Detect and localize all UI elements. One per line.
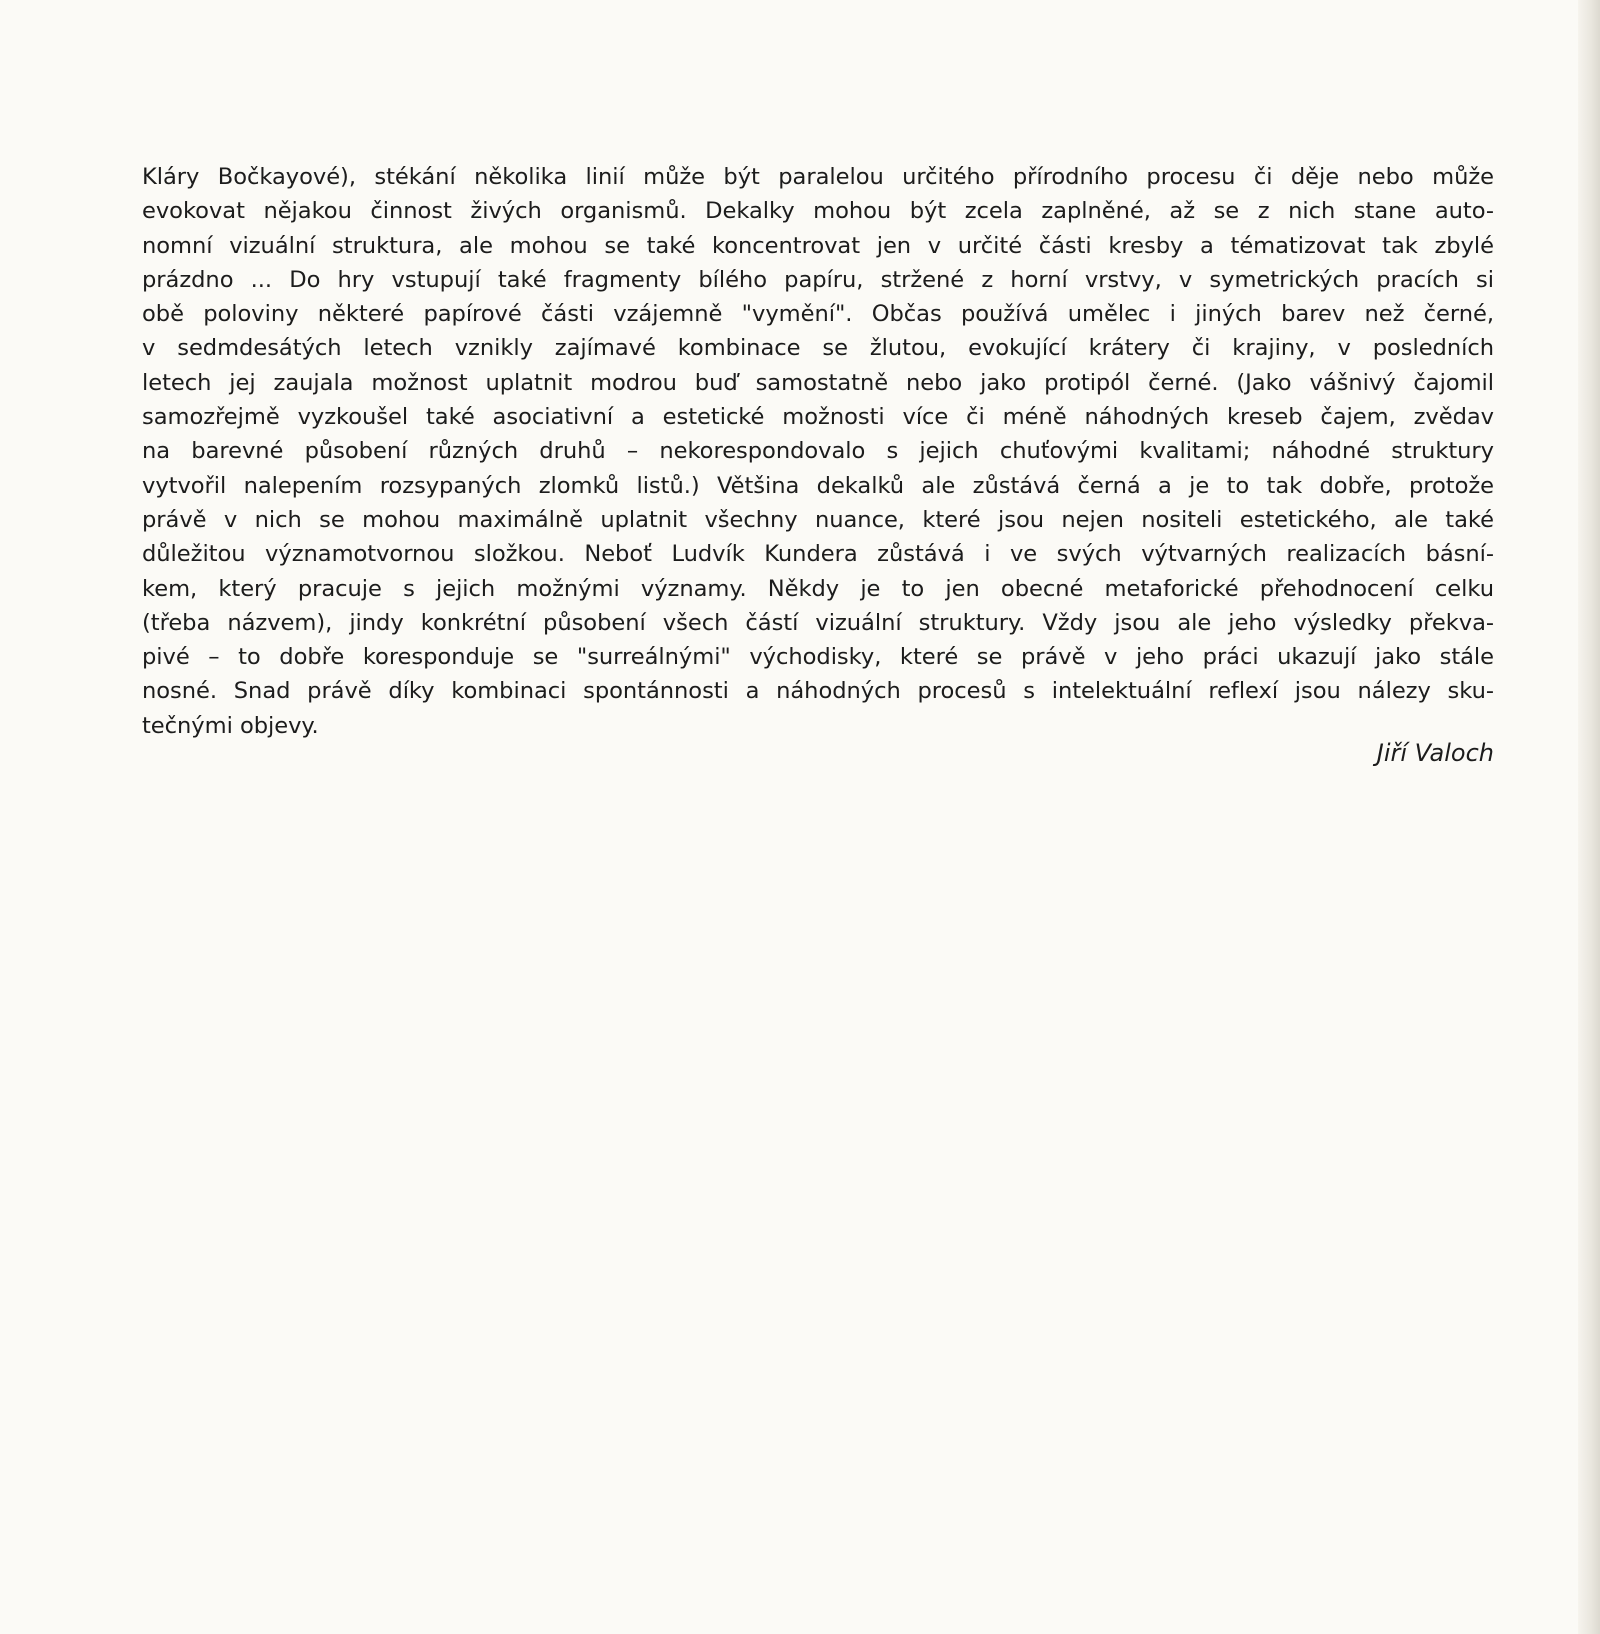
body-paragraph [142, 160, 1494, 743]
author-signature: Jiří Valoch [1376, 739, 1494, 767]
text-line: letech jej zaujala možnost uplatnit modrou buď samostatně nebo jako protipól černé. (Jako vášnivý čajomil [142, 369, 1494, 396]
text-line: pivé – to dobře koresponduje se "surreálnými" východisky, které se právě v jeho práci ukazují jako stále [142, 644, 1494, 671]
text-line: důležitou významotvornou složkou. Neboť Ludvík Kundera zůstává i ve svých výtvarných realizacích básní- [142, 541, 1494, 568]
page-edge-shadow [1578, 0, 1600, 1634]
text-line: vytvořil nalepením rozsypaných zlomků listů.) Většina dekalků ale zůstává černá a je to tak dobře, protože [142, 472, 1494, 499]
text-line: kem, který pracuje s jejich možnými významy. Někdy je to jen obecné metaforické přehodnocení celku [142, 575, 1494, 602]
text-line: obě poloviny některé papírové části vzájemně "vymění". Občas používá umělec i jiných barev než černé, [142, 301, 1494, 328]
text-line: právě v nich se mohou maximálně uplatnit všechny nuance, které jsou nejen nositeli estetického, ale také [142, 506, 1494, 533]
text-line: v sedmdesátých letech vznikly zajímavé kombinace se žlutou, evokující krátery či krajiny, v posledních [142, 335, 1494, 362]
text-line: (třeba názvem), jindy konkrétní působení všech částí vizuální struktury. Vždy jsou ale jeho výsledky překva- [142, 609, 1494, 636]
text-line: tečnými objevy. [142, 712, 319, 739]
text-line: prázdno ... Do hry vstupují také fragmenty bílého papíru, stržené z horní vrstvy, v symetrických pracích si [142, 266, 1494, 293]
text-line: na barevné působení různých druhů – nekorespondovalo s jejich chuťovými kvalitami; náhodné struktury [142, 438, 1494, 465]
text-line: nosné. Snad právě díky kombinaci spontánnosti a náhodných procesů s intelektuální reflexí jsou nálezy sku- [142, 678, 1494, 705]
text-line: nomní vizuální struktura, ale mohou se také koncentrovat jen v určité části kresby a tématizovat tak zbylé [142, 232, 1494, 259]
text-line: samozřejmě vyzkoušel také asociativní a estetické možnosti více či méně náhodných kreseb čajem, zvědav [142, 404, 1494, 431]
text-line: evokovat nějakou činnost živých organismů. Dekalky mohou být zcela zaplněné, až se z nich stane auto- [142, 198, 1494, 225]
text-line: Kláry Bočkayové), stékání několika linií může být paralelou určitého přírodního procesu či děje nebo může [142, 164, 1494, 190]
